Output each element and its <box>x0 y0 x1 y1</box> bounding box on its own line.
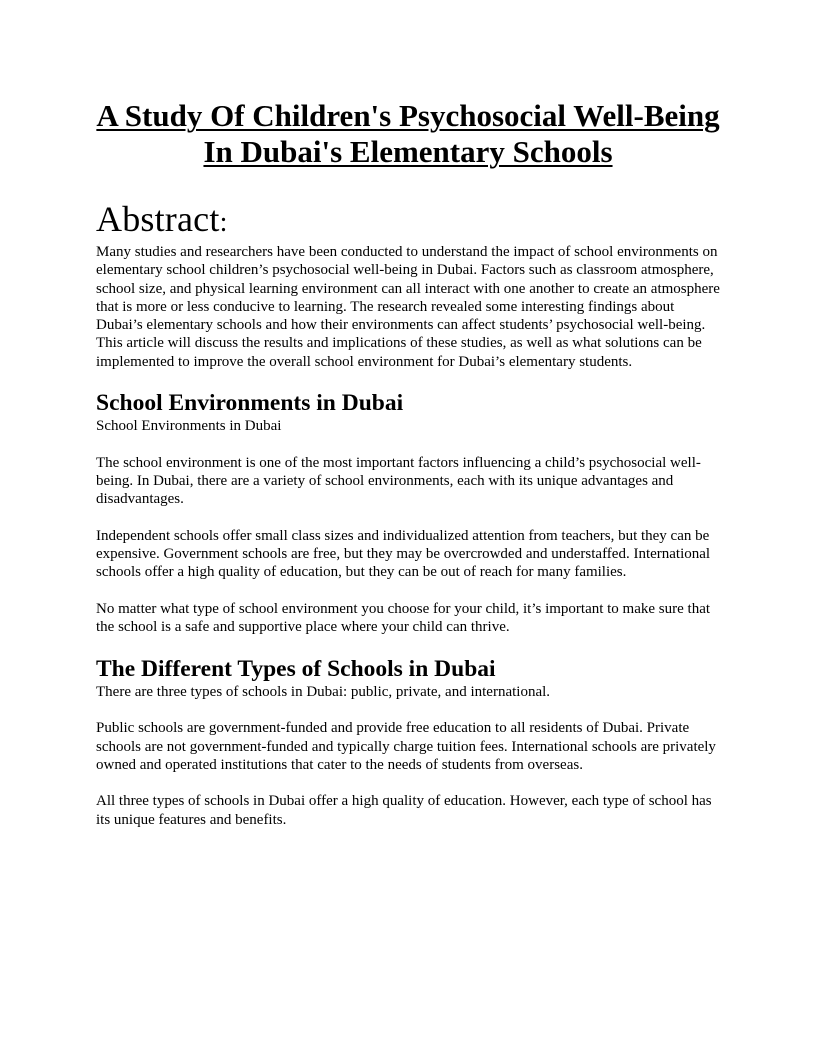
section-heading: School Environments in Dubai <box>96 390 404 417</box>
section-paragraph: The school environment is one of the most important factors influencing a child’s psychosocial well-being. In Dubai, there are a variety of school environments, each with its unique advantages and disadvantages. <box>96 454 701 508</box>
section-paragraph: All three types of schools in Dubai offer a high quality of education. However, each type of school has its unique features and benefits. <box>96 793 712 828</box>
document-page <box>96 96 720 829</box>
section-types-of-schools <box>96 655 720 829</box>
section-paragraph: No matter what type of school environment you choose for your child, it’s important to make sure that the school is a safe and supportive place where your child can thrive. <box>96 601 711 636</box>
section-paragraph: There are three types of schools in Dubai: public, private, and international. <box>96 683 551 700</box>
section-paragraph: Public schools are government-funded and provide free education to all residents of Dubai. Private schools are not government-funded and typically charge tuition fees. International schools are privately owned and operated institutions that cater to the needs of students from overseas. <box>96 720 716 773</box>
section-school-environments <box>96 389 720 637</box>
abstract-heading <box>96 199 720 243</box>
abstract-heading-colon: : <box>219 207 228 238</box>
document-title: A Study Of Children's Psychosocial Well-Being In Dubai's Elementary Schools <box>96 98 720 169</box>
abstract-heading-text: Abstract <box>96 199 220 239</box>
section-paragraph: School Environments in Dubai <box>96 418 282 435</box>
section-paragraph: Independent schools offer small class sizes and individualized attention from teachers, but they can be expensive. Government schools are free, but they may be overcrowded and understaffed. International schools offer a high quality of education, but they can be out of reach for many families. <box>96 527 711 581</box>
section-heading: The Different Types of Schools in Dubai <box>96 655 496 682</box>
abstract-paragraph: Many studies and researchers have been conducted to understand the impact of school environments on elementary school children’s psychosocial well-being in Dubai. Factors such as classroom atmosphere, school size, and physical learning environment can all interact with one another to create an atmosphere that is more or less conducive to learning. The research revealed some interesting findings about Dubai’s elementary schools and how their environments can affect students’ psychosocial well-being. This article will discuss the results and implications of these studies, as well as what solutions can be implemented to improve the overall school environment for Dubai’s elementary students. <box>96 244 720 370</box>
